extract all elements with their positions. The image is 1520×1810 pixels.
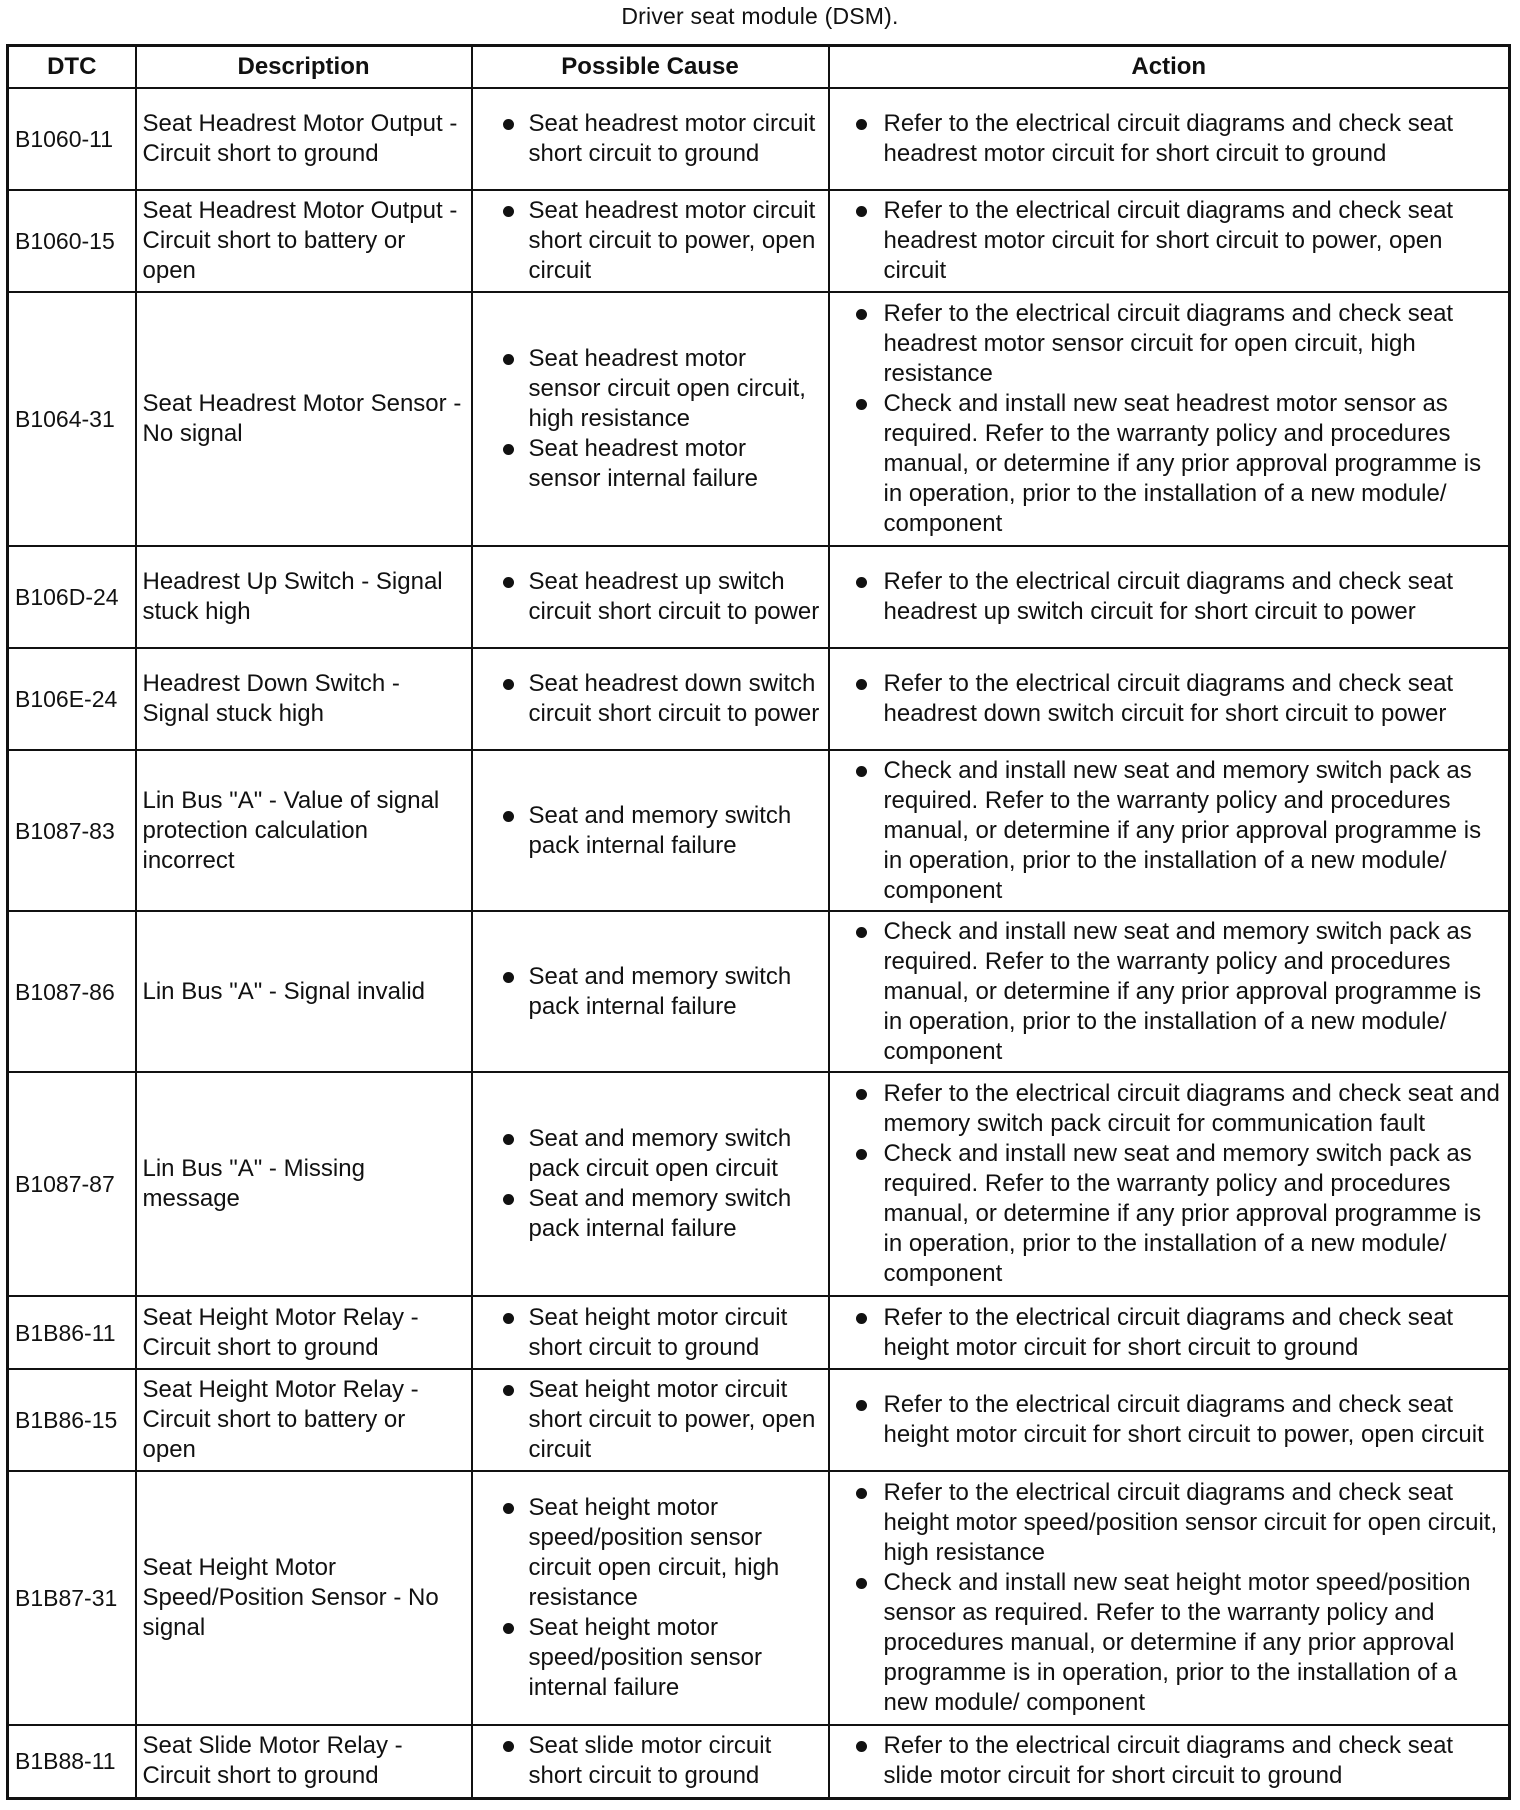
dtc-code: B1B88-11 — [8, 1725, 136, 1798]
possible-cause-list — [479, 344, 822, 494]
dtc-description: Seat Headrest Motor Sensor - No signal — [136, 292, 472, 546]
dtc-code: B1B86-15 — [8, 1369, 136, 1471]
table-row — [8, 190, 1510, 292]
dtc-description: Headrest Down Switch - Signal stuck high — [136, 648, 472, 750]
page-caption: Driver seat module (DSM). — [621, 3, 899, 29]
dtc-description: Seat Height Motor Relay - Circuit short to ground — [136, 1296, 472, 1369]
list-item: Seat headrest motor sensor internal failure — [479, 434, 822, 494]
list-item: Refer to the electrical circuit diagrams and check seat height motor circuit for short circuit to power, open circuit — [836, 1390, 1503, 1450]
possible-cause-list — [479, 1124, 822, 1244]
list-item: Refer to the electrical circuit diagrams and check seat slide motor circuit for short circuit to ground — [836, 1731, 1503, 1791]
list-item: Refer to the electrical circuit diagrams and check seat height motor circuit for short circuit to ground — [836, 1303, 1503, 1363]
dtc-description: Seat Height Motor Relay - Circuit short to battery or open — [136, 1369, 472, 1471]
action-list — [836, 1079, 1503, 1289]
list-item: Seat height motor circuit short circuit to power, open circuit — [479, 1375, 822, 1465]
list-item: Refer to the electrical circuit diagrams and check seat headrest motor circuit for short circuit to ground — [836, 109, 1503, 169]
action-list — [836, 1303, 1503, 1363]
action-list — [836, 669, 1503, 729]
dtc-code: B1064-31 — [8, 292, 136, 546]
table-row — [8, 1725, 1510, 1798]
possible-cause-cell — [472, 750, 829, 911]
possible-cause-list — [479, 567, 822, 627]
action-list — [836, 756, 1503, 906]
list-item: Seat headrest motor sensor circuit open circuit, high resistance — [479, 344, 822, 434]
header-description: Description — [136, 46, 472, 89]
possible-cause-cell — [472, 292, 829, 546]
possible-cause-cell — [472, 546, 829, 648]
dtc-description: Seat Headrest Motor Output - Circuit short to ground — [136, 88, 472, 190]
table-row — [8, 292, 1510, 546]
action-cell — [829, 750, 1510, 911]
possible-cause-list — [479, 1731, 822, 1791]
dtc-code: B1060-15 — [8, 190, 136, 292]
action-cell — [829, 1725, 1510, 1798]
table-row — [8, 1369, 1510, 1471]
action-cell — [829, 88, 1510, 190]
action-list — [836, 196, 1503, 286]
table-header-row — [8, 46, 1510, 89]
table-row — [8, 1471, 1510, 1725]
dtc-code: B1B87-31 — [8, 1471, 136, 1725]
list-item: Check and install new seat headrest motor sensor as required. Refer to the warranty policy and procedures manual, or determine if any prior approval programme is in operation, prior to the installation of a new module/ component — [836, 389, 1503, 539]
action-list — [836, 299, 1503, 539]
list-item: Check and install new seat and memory switch pack as required. Refer to the warranty policy and procedures manual, or determine if any prior approval programme is in operation, prior to the installation of a new module/ component — [836, 756, 1503, 906]
action-cell — [829, 648, 1510, 750]
list-item: Seat and memory switch pack internal failure — [479, 962, 822, 1022]
dtc-code: B1060-11 — [8, 88, 136, 190]
action-cell — [829, 1072, 1510, 1296]
list-item: Seat headrest motor circuit short circuit to power, open circuit — [479, 196, 822, 286]
action-list — [836, 1478, 1503, 1718]
list-item: Seat headrest motor circuit short circuit to ground — [479, 109, 822, 169]
table-body — [8, 88, 1510, 1798]
header-action: Action — [829, 46, 1510, 89]
dtc-description: Seat Height Motor Speed/Position Sensor - No signal — [136, 1471, 472, 1725]
list-item: Seat height motor speed/position sensor circuit open circuit, high resistance — [479, 1493, 822, 1613]
dtc-description: Lin Bus "A" - Value of signal protection calculation incorrect — [136, 750, 472, 911]
table-row — [8, 750, 1510, 911]
action-cell — [829, 1369, 1510, 1471]
list-item: Refer to the electrical circuit diagrams and check seat headrest up switch circuit for short circuit to power — [836, 567, 1503, 627]
action-list — [836, 109, 1503, 169]
possible-cause-list — [479, 801, 822, 861]
action-cell — [829, 911, 1510, 1072]
action-cell — [829, 292, 1510, 546]
possible-cause-cell — [472, 1471, 829, 1725]
list-item: Seat and memory switch pack internal failure — [479, 1184, 822, 1244]
possible-cause-cell — [472, 1369, 829, 1471]
possible-cause-cell — [472, 1072, 829, 1296]
dtc-code: B1B86-11 — [8, 1296, 136, 1369]
action-list — [836, 567, 1503, 627]
list-item: Check and install new seat height motor speed/position sensor as required. Refer to the warranty policy and procedures manual, or determine if any prior approval programme is in operation, prior to the installation of a new module/ component — [836, 1568, 1503, 1718]
possible-cause-list — [479, 1303, 822, 1363]
possible-cause-cell — [472, 911, 829, 1072]
header-dtc: DTC — [8, 46, 136, 89]
action-cell — [829, 546, 1510, 648]
possible-cause-cell — [472, 88, 829, 190]
table-row — [8, 88, 1510, 190]
possible-cause-list — [479, 196, 822, 286]
table-row — [8, 648, 1510, 750]
possible-cause-list — [479, 1493, 822, 1703]
dtc-code: B1087-86 — [8, 911, 136, 1072]
dtc-description: Seat Headrest Motor Output - Circuit short to battery or open — [136, 190, 472, 292]
table-row — [8, 1296, 1510, 1369]
dtc-description: Headrest Up Switch - Signal stuck high — [136, 546, 472, 648]
list-item: Seat height motor circuit short circuit to ground — [479, 1303, 822, 1363]
list-item: Seat and memory switch pack internal failure — [479, 801, 822, 861]
dtc-code: B1087-87 — [8, 1072, 136, 1296]
list-item: Refer to the electrical circuit diagrams and check seat height motor speed/position sensor circuit for open circuit, high resistance — [836, 1478, 1503, 1568]
dtc-code: B1087-83 — [8, 750, 136, 911]
possible-cause-cell — [472, 1725, 829, 1798]
possible-cause-cell — [472, 190, 829, 292]
list-item: Seat headrest down switch circuit short circuit to power — [479, 669, 822, 729]
dtc-table — [6, 44, 1511, 1800]
action-cell — [829, 190, 1510, 292]
action-list — [836, 1390, 1503, 1450]
possible-cause-list — [479, 669, 822, 729]
action-cell — [829, 1296, 1510, 1369]
list-item: Seat height motor speed/position sensor internal failure — [479, 1613, 822, 1703]
list-item: Refer to the electrical circuit diagrams and check seat headrest motor circuit for short circuit to power, open circuit — [836, 196, 1503, 286]
list-item: Seat headrest up switch circuit short circuit to power — [479, 567, 822, 627]
dtc-description: Lin Bus "A" - Signal invalid — [136, 911, 472, 1072]
header-possible-cause: Possible Cause — [472, 46, 829, 89]
action-list — [836, 917, 1503, 1067]
possible-cause-list — [479, 962, 822, 1022]
table-row — [8, 546, 1510, 648]
possible-cause-list — [479, 109, 822, 169]
list-item: Check and install new seat and memory switch pack as required. Refer to the warranty policy and procedures manual, or determine if any prior approval programme is in operation, prior to the installation of a new module/ component — [836, 1139, 1503, 1289]
possible-cause-cell — [472, 648, 829, 750]
table-row — [8, 1072, 1510, 1296]
table-row — [8, 911, 1510, 1072]
list-item: Seat slide motor circuit short circuit to ground — [479, 1731, 822, 1791]
dtc-code: B106E-24 — [8, 648, 136, 750]
possible-cause-cell — [472, 1296, 829, 1369]
list-item: Refer to the electrical circuit diagrams and check seat headrest down switch circuit for short circuit to power — [836, 669, 1503, 729]
dtc-description: Seat Slide Motor Relay - Circuit short to ground — [136, 1725, 472, 1798]
list-item: Check and install new seat and memory switch pack as required. Refer to the warranty policy and procedures manual, or determine if any prior approval programme is in operation, prior to the installation of a new module/ component — [836, 917, 1503, 1067]
list-item: Refer to the electrical circuit diagrams and check seat and memory switch pack circuit for communication fault — [836, 1079, 1503, 1139]
list-item: Refer to the electrical circuit diagrams and check seat headrest motor sensor circuit for open circuit, high resistance — [836, 299, 1503, 389]
list-item: Seat and memory switch pack circuit open circuit — [479, 1124, 822, 1184]
dtc-code: B106D-24 — [8, 546, 136, 648]
action-list — [836, 1731, 1503, 1791]
possible-cause-list — [479, 1375, 822, 1465]
dtc-description: Lin Bus "A" - Missing message — [136, 1072, 472, 1296]
action-cell — [829, 1471, 1510, 1725]
